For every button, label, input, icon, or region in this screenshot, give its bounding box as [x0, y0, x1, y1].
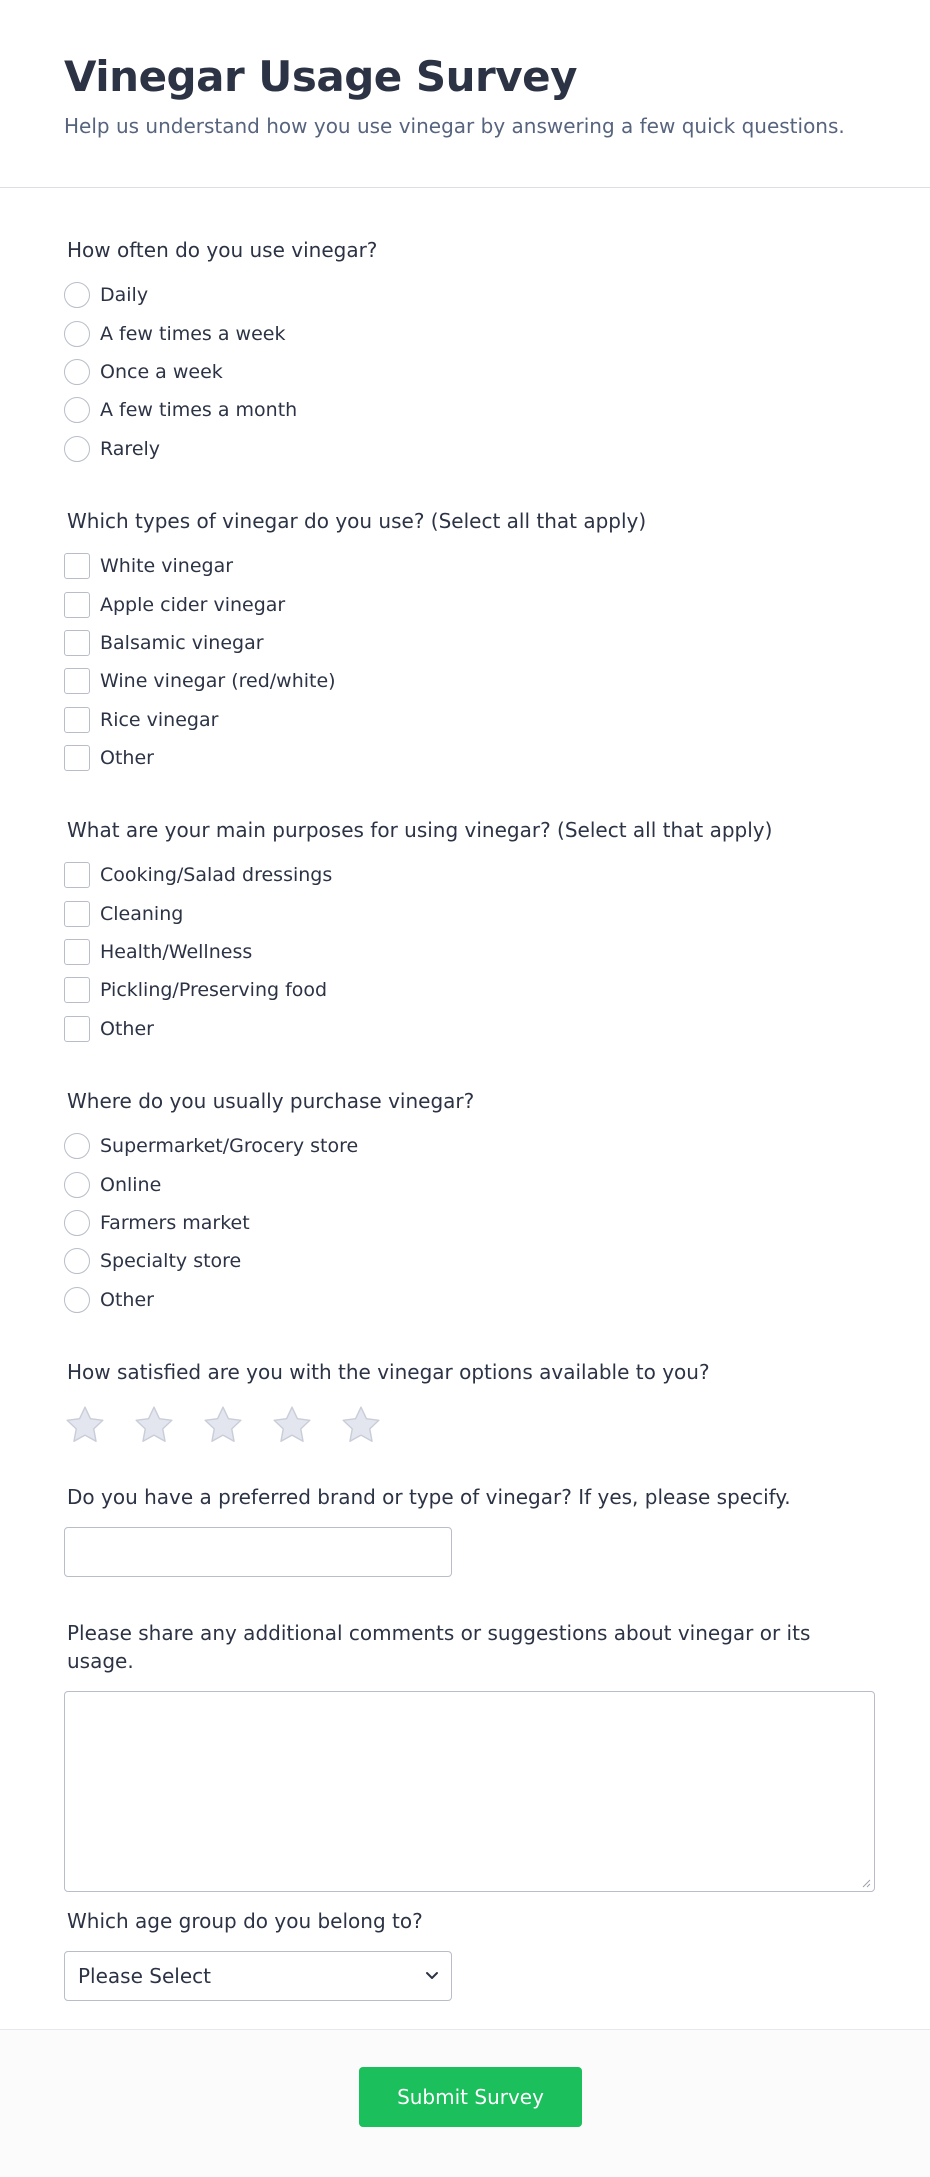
radio-option[interactable] [64, 1127, 874, 1165]
radio-group-purchase [64, 1127, 874, 1319]
question-brand [64, 1483, 874, 1577]
option-label: A few times a week [100, 322, 286, 345]
question-label: Which types of vinegar do you use? (Select all that apply) [67, 509, 647, 533]
page-subtitle: Help us understand how you use vinegar by answering a few quick questions. [64, 114, 845, 138]
question-label: How often do you use vinegar? [67, 238, 378, 262]
checkbox-option[interactable] [64, 894, 874, 932]
option-label: Cooking/Salad dressings [100, 864, 333, 887]
option-label: Apple cider vinegar [100, 593, 286, 616]
checkbox[interactable] [64, 707, 90, 733]
question-label: Where do you usually purchase vinegar? [67, 1089, 475, 1113]
option-label: Specialty store [100, 1250, 242, 1273]
chevron-down-icon [425, 1971, 439, 1981]
checkbox[interactable] [64, 1016, 90, 1042]
radio-button[interactable] [64, 1210, 90, 1236]
checkbox-option[interactable] [64, 701, 874, 739]
radio-button[interactable] [64, 282, 90, 308]
question-label: What are your main purposes for using vinegar? (Select all that apply) [67, 818, 773, 842]
checkbox-option[interactable] [64, 547, 874, 585]
comments-textarea[interactable] [64, 1691, 875, 1892]
option-label: Supermarket/Grocery store [100, 1135, 359, 1158]
star-icon[interactable] [202, 1404, 244, 1446]
star-icon[interactable] [271, 1404, 313, 1446]
checkbox[interactable] [64, 592, 90, 618]
checkbox[interactable] [64, 668, 90, 694]
checkbox[interactable] [64, 630, 90, 656]
question-purposes [64, 816, 874, 1048]
checkbox[interactable] [64, 977, 90, 1003]
checkbox-option[interactable] [64, 856, 874, 894]
checkbox[interactable] [64, 939, 90, 965]
brand-input[interactable] [64, 1527, 452, 1577]
radio-option[interactable] [64, 276, 874, 314]
radio-button[interactable] [64, 1172, 90, 1198]
radio-option[interactable] [64, 1165, 874, 1203]
radio-button[interactable] [64, 1133, 90, 1159]
option-label: Daily [100, 284, 149, 307]
star-icon[interactable] [133, 1404, 175, 1446]
radio-option[interactable] [64, 430, 874, 468]
radio-button[interactable] [64, 1248, 90, 1274]
option-label: Health/Wellness [100, 940, 253, 963]
option-label: A few times a month [100, 399, 298, 422]
question-label: Please share any additional comments or suggestions about vinegar or its usage. [67, 1621, 811, 1673]
checkbox[interactable] [64, 862, 90, 888]
option-label: Farmers market [100, 1211, 250, 1234]
option-label: Balsamic vinegar [100, 631, 264, 654]
question-label: How satisfied are you with the vinegar options available to you? [67, 1360, 710, 1384]
radio-option[interactable] [64, 1204, 874, 1242]
option-label: Wine vinegar (red/white) [100, 670, 336, 693]
radio-button[interactable] [64, 359, 90, 385]
question-types [64, 507, 874, 777]
checkbox-option[interactable] [64, 662, 874, 700]
question-frequency [64, 236, 874, 468]
form-footer [0, 2029, 930, 2177]
option-label: Cleaning [100, 902, 184, 925]
radio-button[interactable] [64, 321, 90, 347]
star-icon[interactable] [340, 1404, 382, 1446]
question-comments [64, 1619, 874, 1892]
form-header [0, 0, 930, 188]
question-age [64, 1907, 874, 2001]
checkbox[interactable] [64, 553, 90, 579]
option-label: Online [100, 1173, 162, 1196]
checkbox[interactable] [64, 745, 90, 771]
page-title: Vinegar Usage Survey [64, 52, 578, 101]
submit-button[interactable]: Submit Survey [359, 2067, 582, 2127]
checkbox-option[interactable] [64, 585, 874, 623]
radio-group-frequency [64, 276, 874, 468]
radio-option[interactable] [64, 353, 874, 391]
checkbox-group-purposes [64, 856, 874, 1048]
resize-grip-icon[interactable] [861, 1878, 871, 1888]
radio-option[interactable] [64, 314, 874, 352]
checkbox-option[interactable] [64, 971, 874, 1009]
option-label: White vinegar [100, 555, 234, 578]
radio-option[interactable] [64, 1242, 874, 1280]
option-label: Pickling/Preserving food [100, 979, 328, 1002]
question-purchase [64, 1087, 874, 1319]
select-value: Please Select [78, 1964, 211, 1988]
checkbox-option[interactable] [64, 933, 874, 971]
radio-button[interactable] [64, 1287, 90, 1313]
option-label: Other [100, 1017, 154, 1040]
radio-button[interactable] [64, 436, 90, 462]
option-label: Rice vinegar [100, 708, 219, 731]
question-label: Do you have a preferred brand or type of vinegar? If yes, please specify. [67, 1485, 791, 1509]
question-satisfaction [64, 1358, 874, 1446]
checkbox[interactable] [64, 901, 90, 927]
checkbox-group-types [64, 547, 874, 777]
radio-button[interactable] [64, 397, 90, 423]
star-icon[interactable] [64, 1404, 106, 1446]
checkbox-option[interactable] [64, 1010, 874, 1048]
radio-option[interactable] [64, 391, 874, 429]
question-label: Which age group do you belong to? [67, 1909, 423, 1933]
option-label: Other [100, 747, 154, 770]
radio-option[interactable] [64, 1281, 874, 1319]
star-rating [64, 1404, 874, 1446]
checkbox-option[interactable] [64, 624, 874, 662]
age-group-select[interactable] [64, 1951, 452, 2001]
checkbox-option[interactable] [64, 739, 874, 777]
option-label: Once a week [100, 360, 223, 383]
option-label: Rarely [100, 437, 161, 460]
option-label: Other [100, 1288, 154, 1311]
